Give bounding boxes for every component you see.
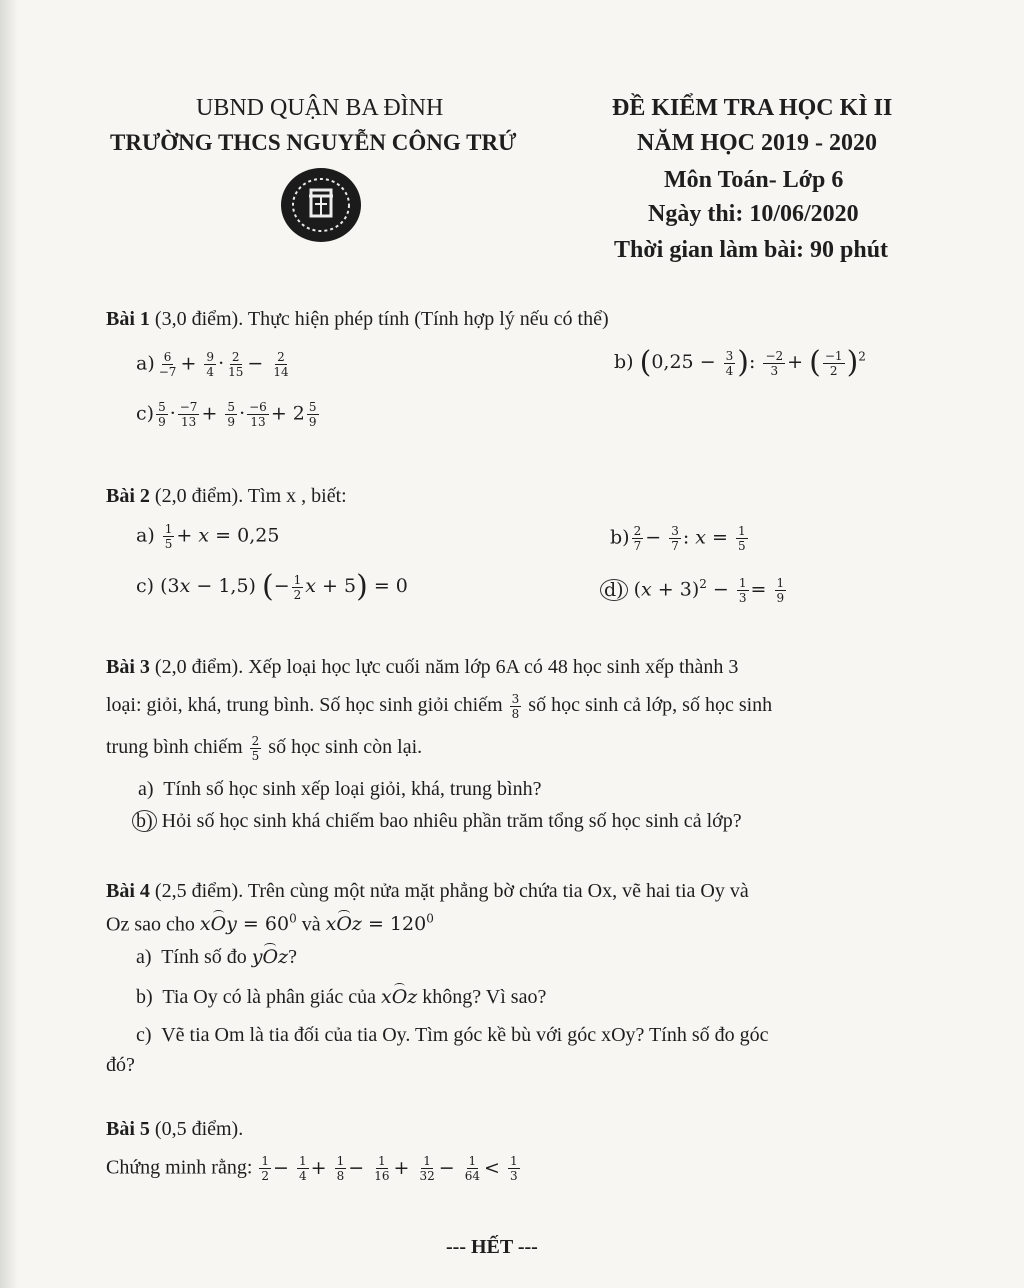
school-name: TRƯỜNG THCS NGUYỄN CÔNG TRỨ [110,130,517,155]
bai4-text1: (2,5 điểm). Trên cùng một nửa mặt phẳng bờ chứa tia Ox, vẽ hai tia Oy và [154,880,749,902]
bai4-text2a: Oz sao cho [106,913,195,936]
bai1-title: Bài 1 [106,308,150,330]
bai1-b: b) (0,25 − $\frac{3}{4}$ ): $\frac{-2}{3}$ + ( $\frac{-1}{2}$ )$^2$ [614,345,866,380]
bai1-c: c) $\frac{5}{9}$ · $\frac{-7}{13}$ + $\frac{5}{9}$ · $\frac{-6}{13}$ + 2 $\frac{5}{9}$ [136,400,317,429]
bai3-text1: (2,0 điểm). Xếp loại học lực cuối năm lớp 6A có 48 học sinh xếp thành 3 [154,656,739,678]
bai5-prove: Chứng minh rằng: $\frac{1}{2}$ − $\frac{1}{4}$ + $\frac{1}{8}$ − $\frac{1}{16}$ + $\frac{1}{32}$ − $\frac{1}{64}$ < $\frac{1}{3}$ [106,1154,518,1183]
bai4-line2: Oz sao cho xOy = $60^0$ và xOz = $120^0$ [106,912,434,936]
school-logo [279,166,363,244]
school-year: NĂM HỌC 2019 - 2020 [637,130,877,156]
bai3-text3a: trung bình chiếm [106,736,243,759]
bai3-line3: trung bình chiếm $\frac{2}{5}$ số học sinh còn lại. [106,734,423,763]
bai4-a-text: Tính số đo [161,946,247,968]
bai1-instructions: (3,0 điểm). Thực hiện phép tính (Tính hợp lý nếu có thể) [154,308,609,330]
bai3-a-text: Tính số học sinh xếp loại giỏi, khá, trung bình? [163,778,542,800]
bai3-line1 [106,656,738,679]
bai5-points: (0,5 điểm). [154,1118,244,1140]
bai4-c: c) Vẽ tia Om là tia đối của tia Oy. Tìm góc kề bù với góc xOy? Tính số đo góc [136,1024,769,1046]
bai2-a: a) $\frac{1}{5}$ + x = 0,25 [136,522,280,551]
end-marker: --- HẾT --- [446,1236,538,1258]
bai4-b: b) Tia Oy có là phân giác của xOz không? Vì sao? [136,986,547,1008]
page-shadow [0,0,18,1288]
bai4-c2: đó? [106,1054,135,1076]
bai3-b: b) Hỏi số học sinh khá chiếm bao nhiêu phần trăm tổng số học sinh cả lớp? [132,810,742,833]
bai5-title: Bài 5 [106,1118,150,1140]
exam-date: Ngày thi: 10/06/2020 [648,201,859,227]
bai2-c: c) (3x − 1,5) (− $\frac{1}{2}$ x + 5) = 0 [136,569,408,604]
bai2-d: d) $(x + 3)^2$ − $\frac{1}{3}$ = $\frac{1}{9}$ [600,576,788,605]
bai1-a: a) $\frac{6}{-7}$ + $\frac{9}{4}$ · $\frac{2}{15}$ − $\frac{2}{14}$ [136,350,289,379]
bai3-text2b: số học sinh cả lớp, số học sinh [528,694,773,717]
bai2-title: Bài 2 [106,485,150,507]
subject: Môn Toán- Lớp 6 [664,167,844,193]
bai4-c-text: Vẽ tia Om là tia đối của tia Oy. Tìm góc kề bù với góc xOy? Tính số đo góc [161,1024,769,1046]
bai5-heading [106,1118,243,1141]
bai2-b: b) $\frac{2}{7}$ − $\frac{3}{7}$ : x = $\frac{1}{5}$ [610,524,746,553]
bai3-b-text: Hỏi số học sinh khá chiếm bao nhiêu phần trăm tổng số học sinh cả lớp? [161,810,742,832]
bai3-text3b: số học sinh còn lại. [268,736,423,759]
bai4-a: a) Tính số đo yOz? [136,946,297,968]
exam-duration: Thời gian làm bài: 90 phút [614,237,889,263]
bai3-a: a) Tính số học sinh xếp loại giỏi, khá, trung bình? [138,778,542,800]
bai1-heading [106,308,609,331]
bai2-heading [106,485,347,508]
exam-title: ĐỀ KIỂM TRA HỌC KÌ II [612,95,893,121]
bai4-text2b: và [301,913,321,936]
bai3-line2: loại: giỏi, khá, trung bình. Số học sinh giỏi chiếm $\frac{3}{8}$ số học sinh cả lớp, số học sinh [106,692,773,721]
bai4-title: Bài 4 [106,880,150,902]
bai5-prove-text: Chứng minh rằng: [106,1156,253,1179]
bai3-text2a: loại: giỏi, khá, trung bình. Số học sinh giỏi chiếm [106,694,503,717]
bai4-b-text1: Tia Oy có là phân giác của [162,986,376,1008]
bai4-b-text2: không? Vì sao? [422,986,547,1008]
bai4-line1 [106,880,749,903]
district-name: UBND QUẬN BA ĐÌNH [196,95,444,121]
bai2-instructions: (2,0 điểm). Tìm x , biết: [154,485,347,507]
bai3-title: Bài 3 [106,656,150,678]
